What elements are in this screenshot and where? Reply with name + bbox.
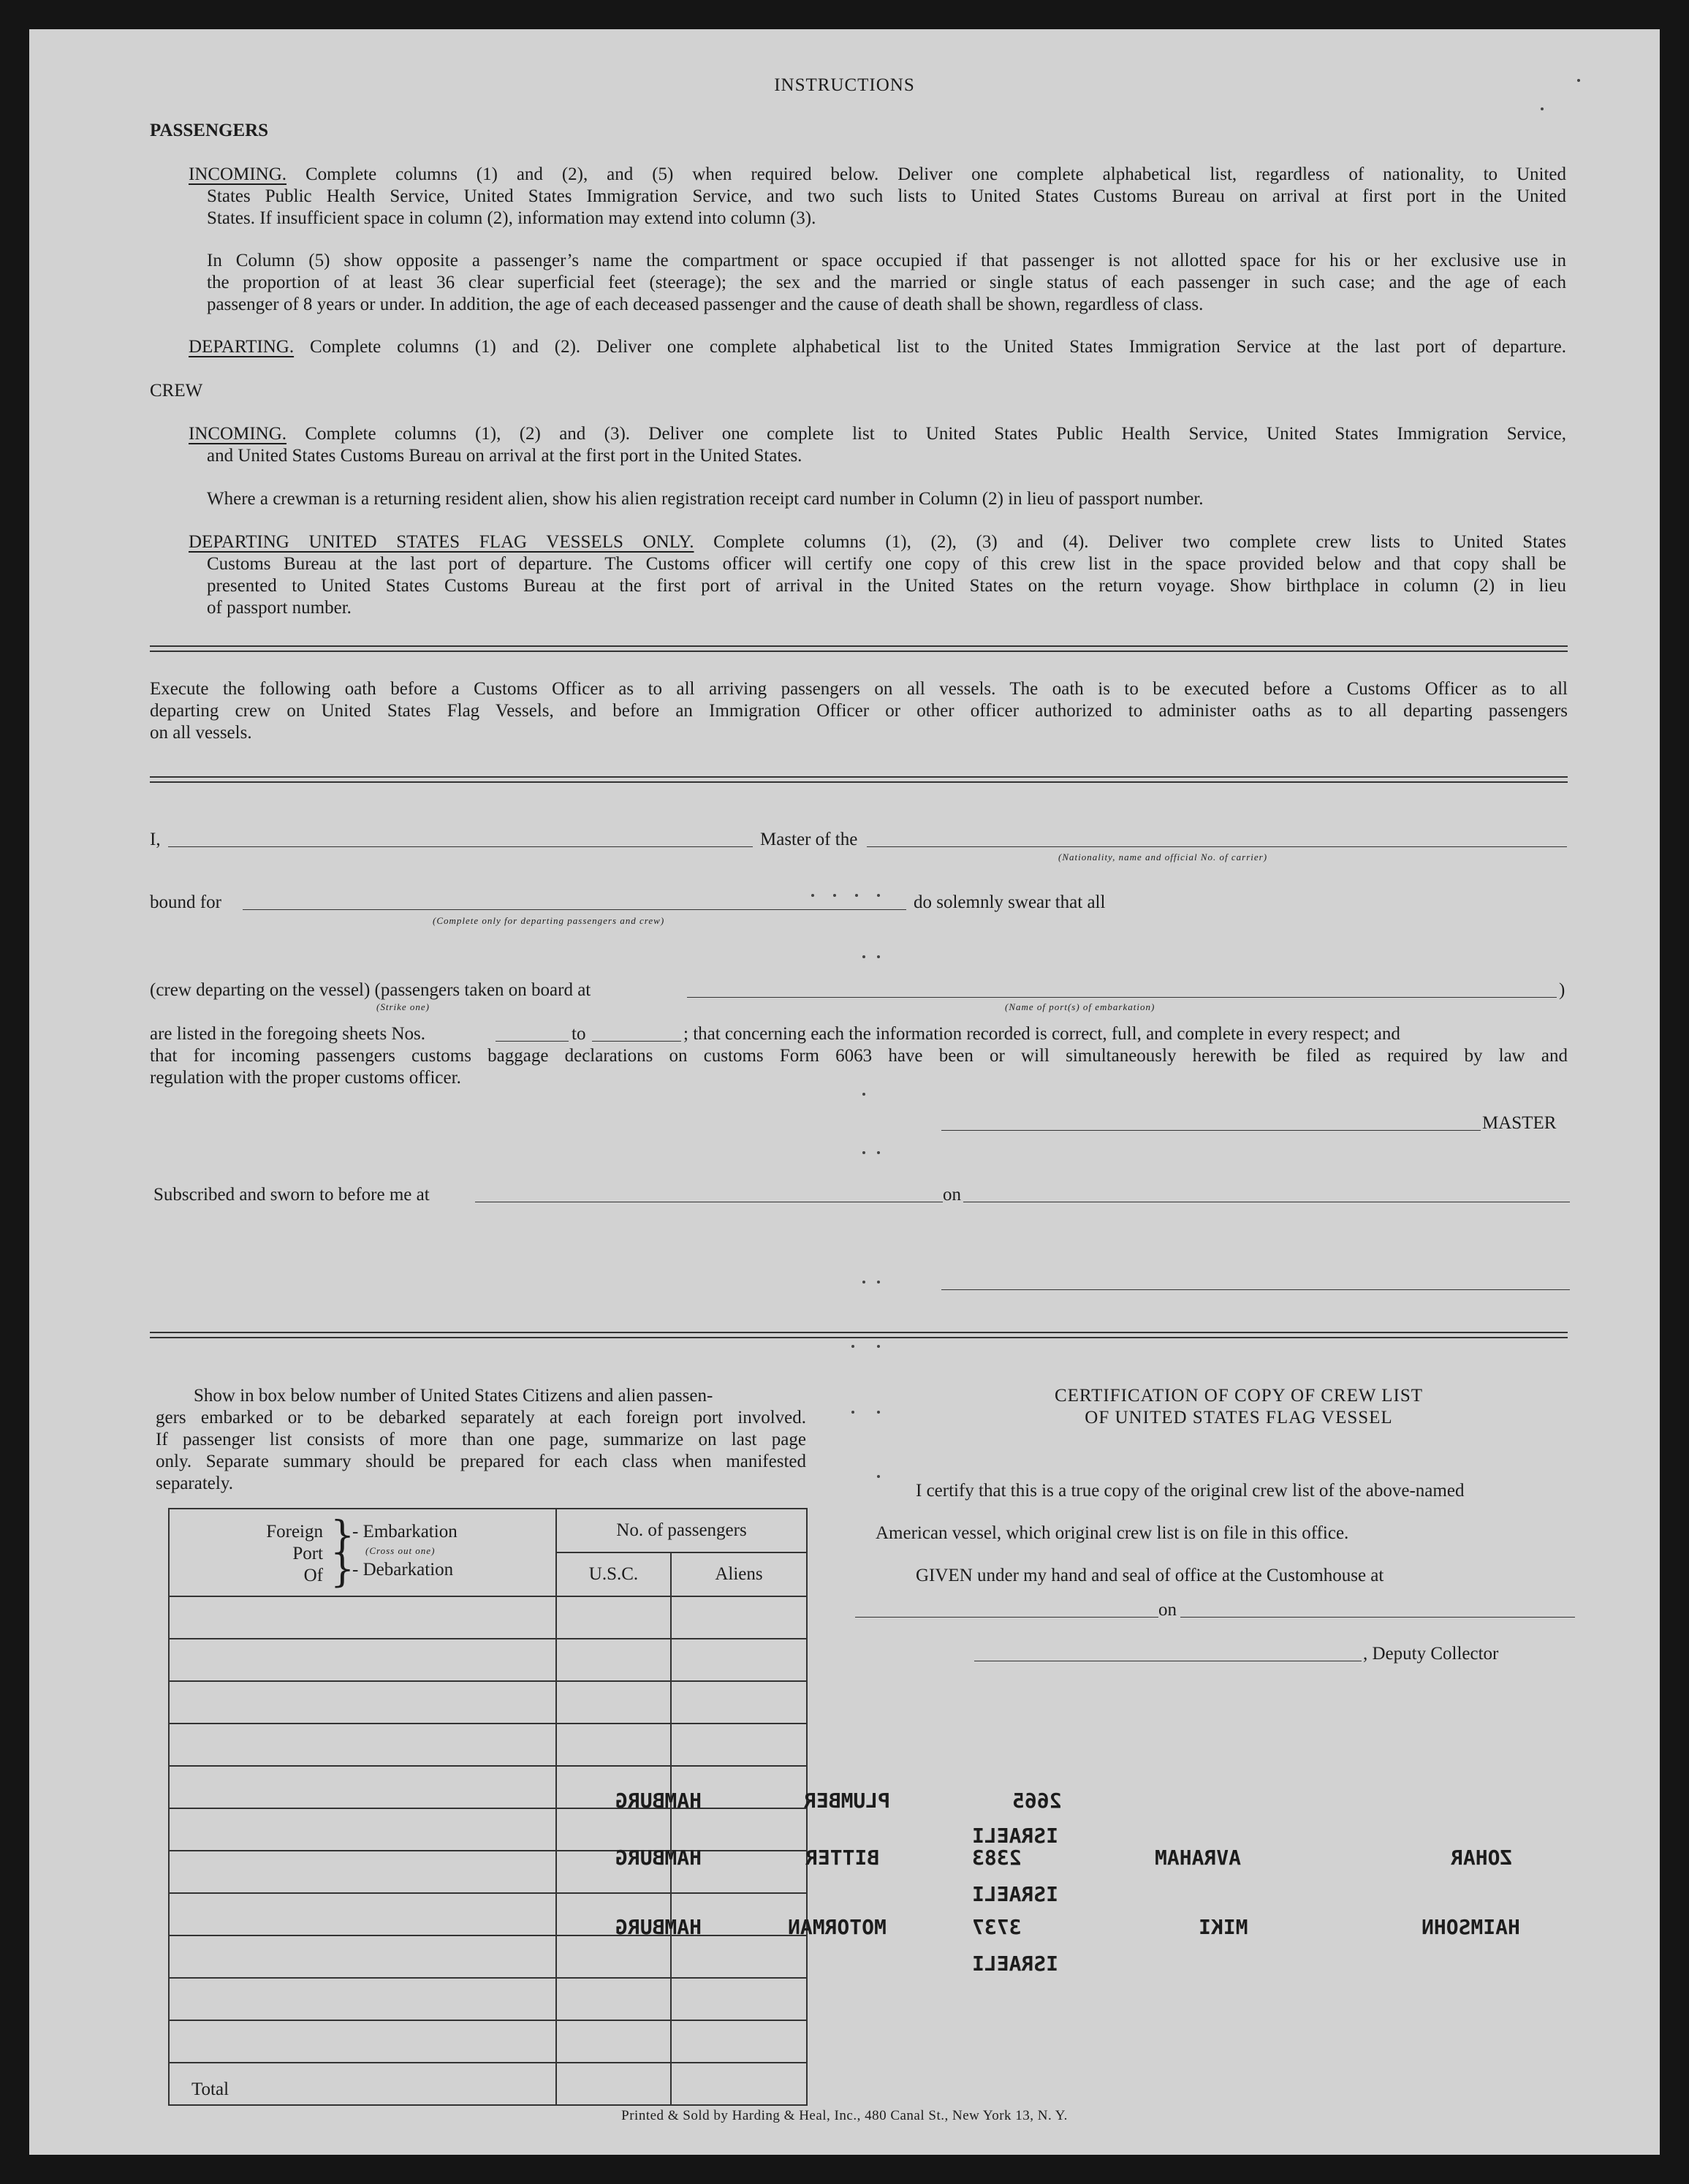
no-passengers-header: No. of passengers <box>556 1509 807 1552</box>
scan-mark <box>862 1151 865 1154</box>
oath-intro-line-3: on all vessels. <box>150 723 252 743</box>
crew-departing-line-4: of passport number. <box>207 598 352 618</box>
page-title: INSTRUCTIONS <box>774 75 915 95</box>
officer-signature-field[interactable] <box>941 1289 1570 1290</box>
scan-mark <box>855 894 858 897</box>
bleed-rank-3: MOTORMAN <box>788 1915 887 1939</box>
passengers-incoming-line-1: INCOMING. Complete columns (1) and (2), and (5) when required below. Deliver one complete alphabetical list, regardless of nationality, to United <box>189 164 1567 184</box>
oath-to-label: to <box>572 1024 586 1044</box>
embarkation-option[interactable]: - Embarkation <box>352 1522 458 1542</box>
debarkation-option[interactable]: - Debarkation <box>352 1560 454 1580</box>
table-row <box>169 1681 807 1724</box>
bleed-nat-3: ISRAELI <box>972 1952 1059 1976</box>
scan-mark <box>862 1093 865 1096</box>
bleed-port-3: HAMBURG <box>615 1915 702 1939</box>
crew-heading: CREW <box>150 381 203 401</box>
subscribed-label: Subscribed and sworn to before me at <box>153 1185 430 1205</box>
bleed-rank-1: PLUMBER <box>804 1789 891 1813</box>
scan-mark <box>862 955 865 958</box>
oath-master-of-label: Master of the <box>760 830 858 849</box>
carrier-field[interactable] <box>867 846 1567 847</box>
brace-icon-lower: } <box>330 1547 355 1591</box>
strike-note: (Strike one) <box>376 1001 430 1012</box>
certification-title-1: CERTIFICATION OF COPY OF CREW LIST <box>1054 1386 1424 1406</box>
of-label: Of <box>303 1566 323 1585</box>
sheet-to-field[interactable] <box>592 1041 681 1042</box>
crew-resident-line: Where a crewman is a returning resident alien, show his alien registration receipt card number in Column (2) in lieu of passport number. <box>207 489 1204 509</box>
table-row <box>169 1724 807 1766</box>
col5-line-2: the proportion of at least 36 clear superficial feet (steerage); the sex and the married or single status of each passenger in such case; and the age of each <box>207 273 1566 292</box>
master-signature-field[interactable] <box>941 1130 1481 1131</box>
crew-departing-label: DEPARTING UNITED STATES FLAG VESSELS ONLY. <box>189 532 694 552</box>
oath-intro-line-1: Execute the following oath before a Customs Officer as to all arriving passengers on all vessels. The oath is to be executed before a Customs Officer as to all <box>150 679 1568 699</box>
oath-bound-for-label: bound for <box>150 892 221 912</box>
deputy-collector-label: , Deputy Collector <box>1363 1644 1499 1664</box>
scan-mark <box>1577 79 1580 82</box>
scan-mark <box>877 1475 880 1478</box>
footer-imprint: Printed & Sold by Harding & Heal, Inc., 480 Canal St., New York 13, N. Y. <box>621 2108 1068 2123</box>
table-row <box>169 1639 807 1681</box>
bleed-nat-2: ISRAELI <box>972 1882 1059 1906</box>
master-name-field[interactable] <box>168 846 753 847</box>
bleed-family-3: HAIMSOHN <box>1422 1915 1520 1939</box>
summary-instructions-1: Show in box below number of United States Citizens and alien passen- <box>194 1386 713 1406</box>
oath-listed-text-1: ; that concerning each the information recorded is correct, full, and complete in every respect; and <box>683 1024 1400 1044</box>
scan-mark <box>862 1281 865 1284</box>
table-row <box>169 1851 807 1893</box>
certification-given: GIVEN under my hand and seal of office at the Customhouse at <box>916 1566 1384 1585</box>
certification-title-2: OF UNITED STATES FLAG VESSEL <box>1085 1408 1393 1427</box>
table-row <box>169 1893 807 1935</box>
sheet-from-field[interactable] <box>496 1041 569 1042</box>
scan-mark <box>877 1411 880 1414</box>
port-header <box>169 1509 556 1596</box>
col5-line-3: passenger of 8 years or under. In addition, the age of each deceased passenger and the cause of death shall be shown, regardless of class. <box>207 295 1204 314</box>
table-row <box>169 2020 807 2063</box>
scan-mark <box>877 1151 880 1154</box>
summary-instructions-2: gers embarked or to be debarked separately at each foreign port involved. <box>156 1408 806 1427</box>
bleed-port-2: HAMBURG <box>615 1846 702 1870</box>
passengers-incoming-line-3: States. If insufficient space in column (2), information may extend into column (3). <box>207 208 816 228</box>
foreign-label: Foreign <box>266 1522 323 1542</box>
oath-intro-line-2: departing crew on United States Flag Vessels, and before an Immigration Officer or other officer authorized to administer oaths as to all departing passengers <box>150 701 1568 721</box>
total-row <box>169 2063 807 2105</box>
bound-for-field[interactable] <box>243 909 906 910</box>
bleed-num-3: 3737 <box>972 1915 1022 1939</box>
passengers-departing-line: DEPARTING. Complete columns (1) and (2). Deliver one complete alphabetical list to the United States Immigration Service at the last port of departure. <box>189 337 1566 357</box>
oath-close-paren: ) <box>1559 980 1565 1000</box>
oath-listed-text-3: regulation with the proper customs officer. <box>150 1068 461 1088</box>
passengers-incoming-label: INCOMING. <box>189 164 287 184</box>
embarkation-field[interactable] <box>687 997 1557 998</box>
passengers-departing-label: DEPARTING. <box>189 337 295 357</box>
certification-on-label: on <box>1158 1600 1177 1620</box>
summary-instructions-5: separately. <box>156 1474 233 1493</box>
scan-mark <box>851 1411 854 1414</box>
scan-mark <box>851 1345 854 1348</box>
total-label: Total <box>169 2063 556 2105</box>
table-row <box>169 1978 807 2020</box>
scan-mark <box>811 894 814 897</box>
scan-mark <box>877 1281 880 1284</box>
crew-departing-line-2: Customs Bureau at the last port of departure. The Customs officer will certify one copy of this crew list in the space provided below and that copy shall be <box>207 554 1566 574</box>
scan-mark <box>833 894 836 897</box>
bleed-nat-1: ISRAELI <box>972 1824 1059 1848</box>
scan-mark <box>877 955 880 958</box>
divider-1 <box>150 645 1568 652</box>
oath-swear-label: do solemnly swear that all <box>914 892 1106 912</box>
certification-date-field[interactable] <box>1180 1617 1575 1618</box>
crew-departing-line-3: presented to United States Customs Bureau at the first port of arrival in the United States on the return voyage. Show birthplace in column (2) in lieu <box>207 576 1566 596</box>
scan-mark <box>877 1345 880 1348</box>
scan-mark <box>877 894 880 897</box>
passengers-heading: PASSENGERS <box>150 121 269 140</box>
bleed-family-2: ZOHAR <box>1451 1846 1513 1870</box>
bleed-port-1: HAMBURG <box>615 1789 702 1813</box>
scan-mark <box>1541 107 1544 110</box>
certification-text-2: American vessel, which original crew list is on file in this office. <box>876 1523 1349 1543</box>
brace-icon: } <box>330 1514 355 1558</box>
bound-for-note: (Complete only for departing passengers and crew) <box>433 915 665 926</box>
bleed-rank-2: BITTER <box>805 1846 880 1870</box>
usc-header: U.S.C. <box>556 1552 671 1596</box>
bleed-num-1: 2665 <box>1012 1789 1062 1813</box>
table-row <box>169 1766 807 1808</box>
crew-incoming-line-1: INCOMING. Complete columns (1), (2) and (3). Deliver one complete list to United States Public Health Service, United States Immigration Service, <box>189 424 1566 444</box>
crew-departing-line-1: DEPARTING UNITED STATES FLAG VESSELS ONLY. Complete columns (1), (2), (3) and (4). Deliver two complete crew lists to United States <box>189 532 1567 552</box>
divider-3 <box>150 1332 1568 1338</box>
bleed-num-2: 2383 <box>972 1846 1022 1870</box>
customhouse-field[interactable] <box>855 1617 1158 1618</box>
summary-instructions-4: only. Separate summary should be prepared for each class when manifested <box>156 1452 806 1471</box>
subscribed-on-label: on <box>943 1185 961 1205</box>
bleed-given-2: AVRAHAM <box>1155 1846 1242 1870</box>
oath-crew-departing-label: (crew departing on the vessel) (passengers taken on board at <box>150 980 591 1000</box>
col5-line-1: In Column (5) show opposite a passenger’s name the compartment or space occupied if that passenger is not allotted space for his or her exclusive use in <box>207 251 1566 270</box>
passenger-summary-table <box>168 1508 808 2106</box>
cross-out-note: (Cross out one) <box>365 1545 436 1556</box>
port-label: Port <box>292 1544 323 1563</box>
table-row <box>169 1808 807 1851</box>
passengers-incoming-line-2: States Public Health Service, United States Immigration Service, and two such lists to United States Customs Bureau on arrival at first port in the United <box>207 186 1566 206</box>
crew-incoming-line-2: and United States Customs Bureau on arrival at the first port in the United States. <box>207 446 802 466</box>
carrier-note: (Nationality, name and official No. of carrier) <box>1058 852 1268 862</box>
summary-instructions-3: If passenger list consists of more than one page, summarize on last page <box>156 1430 806 1449</box>
master-signature-label: MASTER <box>1482 1113 1557 1133</box>
oath-i-label: I, <box>150 830 161 849</box>
table-row <box>169 1596 807 1639</box>
crew-incoming-label: INCOMING. <box>189 424 287 444</box>
aliens-header: Aliens <box>671 1552 807 1596</box>
oath-listed-label: are listed in the foregoing sheets Nos. <box>150 1024 425 1044</box>
embarkation-note: (Name of port(s) of embarkation) <box>1005 1001 1155 1012</box>
oath-listed-text-2: that for incoming passengers customs baggage declarations on customs Form 6063 have been or will simultaneously herewith be filed as required by law and <box>150 1046 1568 1066</box>
bleed-given-3: MIKI <box>1199 1915 1248 1939</box>
form-page <box>29 29 1660 2155</box>
table-row <box>169 1935 807 1978</box>
divider-2 <box>150 776 1568 783</box>
certification-text-1: I certify that this is a true copy of the original crew list of the above-named <box>916 1481 1465 1501</box>
